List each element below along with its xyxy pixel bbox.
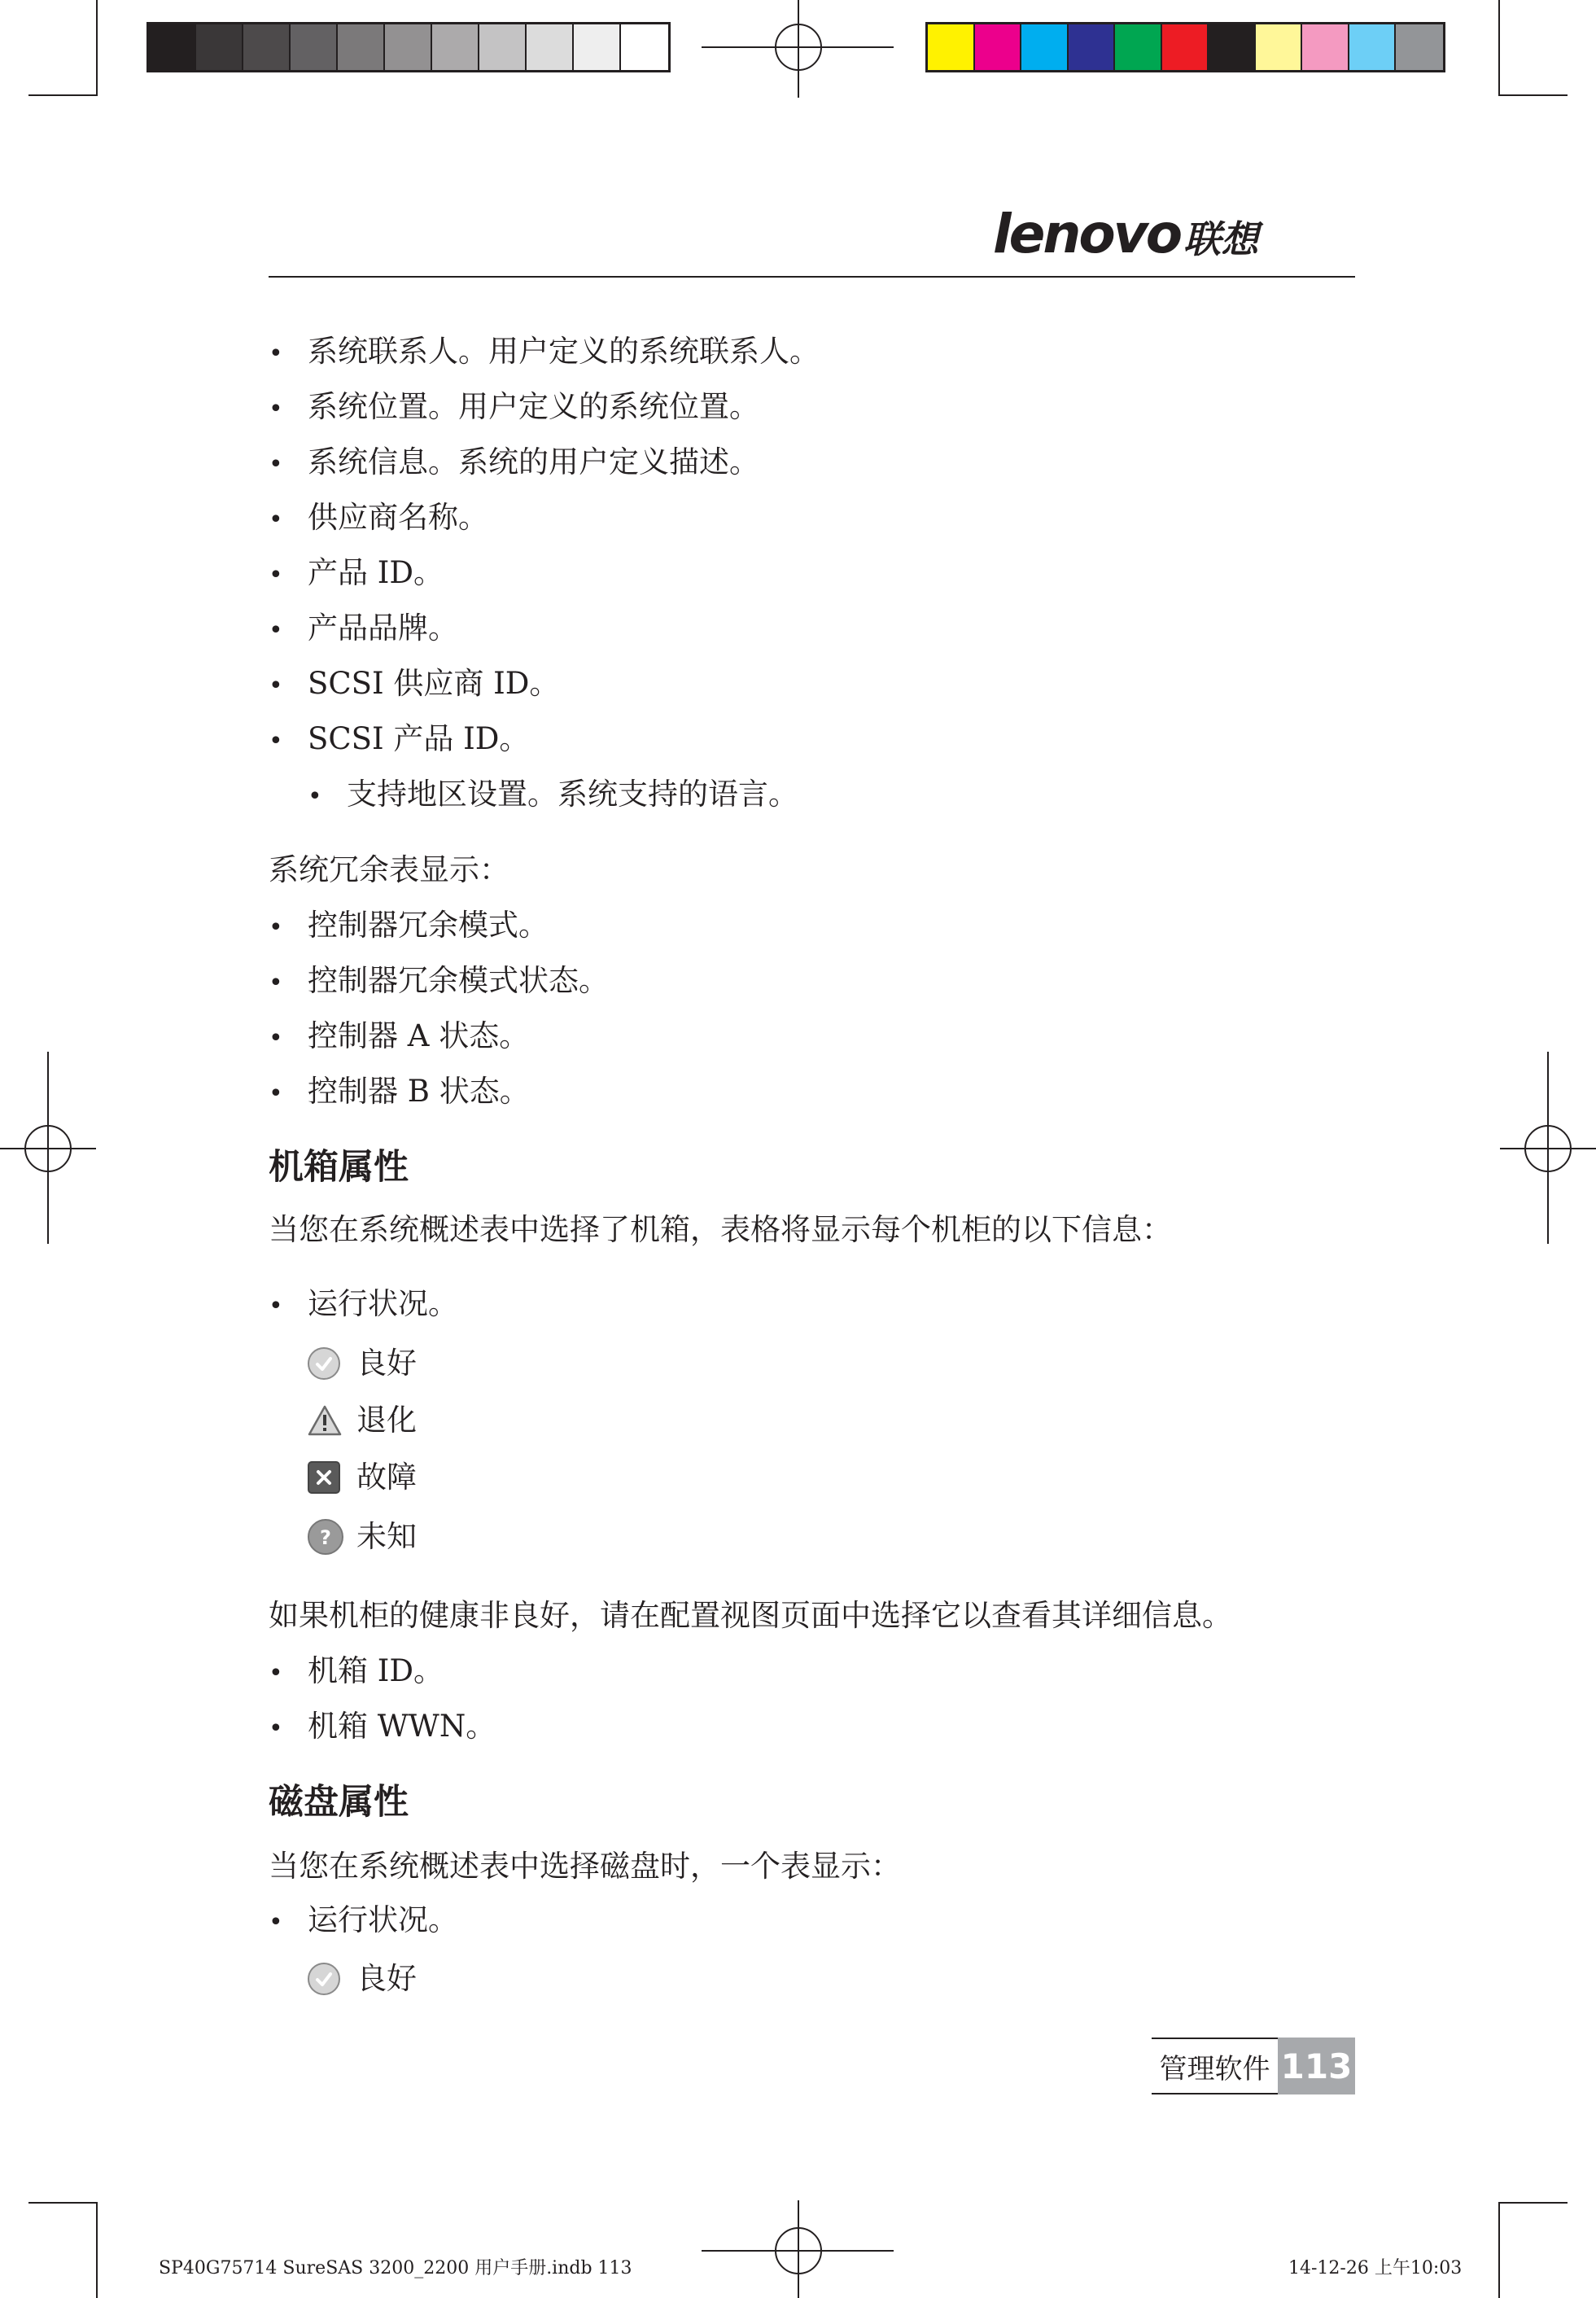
list-item: 系统信息。系统的用户定义描述。 — [308, 444, 759, 479]
status-label: 良好 — [356, 1961, 417, 1996]
color-swatch — [149, 24, 196, 70]
list-item: 控制器 A 状态。 — [308, 1018, 530, 1053]
color-swatch — [1209, 24, 1256, 70]
list-item: 运行状况。 — [308, 1286, 458, 1321]
list-item: 产品品牌。 — [308, 611, 458, 646]
color-swatch — [1115, 24, 1162, 70]
list-item: 机箱 WWN。 — [308, 1709, 496, 1744]
file-slug: SP40G75714 SureSAS 3200_2200 用户手册.indb 113 — [159, 2258, 632, 2278]
logo-wordmark: lenovo — [993, 203, 1181, 265]
color-swatch — [432, 24, 479, 70]
print-timestamp: 14-12-26 上午10:03 — [1288, 2258, 1463, 2278]
status-label: 退化 — [356, 1403, 417, 1438]
color-swatch — [1162, 24, 1209, 70]
color-swatch — [527, 24, 574, 70]
list-item: 机箱 ID。 — [308, 1653, 444, 1688]
color-swatch — [1349, 24, 1397, 70]
good-status-icon — [308, 1963, 340, 1995]
bullet: • — [269, 339, 283, 368]
section-intro: 当您在系统概述表中选择磁盘时，一个表显示： — [269, 1849, 901, 1884]
color-swatch — [1069, 24, 1116, 70]
list-item: 控制器冗余模式状态。 — [308, 963, 609, 998]
color-swatch — [385, 24, 432, 70]
unknown-status-icon — [308, 1519, 343, 1555]
bullet: • — [269, 727, 283, 755]
bullet: • — [269, 450, 283, 479]
list-item: 控制器冗余模式。 — [308, 908, 549, 943]
bullet: • — [269, 1024, 283, 1053]
color-swatch — [1256, 24, 1303, 70]
header-rule — [269, 276, 1355, 278]
svg-text:?: ? — [320, 1526, 331, 1549]
bullet: • — [269, 616, 283, 645]
list-item: 系统位置。用户定义的系统位置。 — [308, 389, 759, 424]
color-swatch — [243, 24, 291, 70]
bullet: • — [269, 1079, 283, 1108]
status-label: 故障 — [356, 1460, 417, 1495]
status-label: 良好 — [356, 1346, 417, 1381]
color-swatch — [196, 24, 243, 70]
good-status-icon — [308, 1347, 340, 1380]
list-item: SCSI 产品 ID。 — [308, 721, 530, 756]
bullet: • — [269, 1908, 283, 1937]
degraded-status-icon — [308, 1404, 340, 1437]
bullet: • — [269, 1714, 283, 1743]
list-item: 运行状况。 — [308, 1902, 458, 1937]
bullet: • — [269, 672, 283, 700]
color-bar — [925, 22, 1445, 72]
list-item: SCSI 供应商 ID。 — [308, 666, 560, 701]
fault-status-icon — [308, 1461, 340, 1494]
list-item: 系统联系人。用户定义的系统联系人。 — [308, 334, 820, 369]
list-item: 控制器 B 状态。 — [308, 1074, 530, 1109]
section-heading: 磁盘属性 — [269, 1782, 409, 1823]
color-swatch — [574, 24, 621, 70]
bullet: • — [269, 395, 283, 423]
color-swatch — [1396, 24, 1443, 70]
color-swatch — [975, 24, 1022, 70]
status-label: 未知 — [356, 1519, 417, 1554]
color-swatch — [621, 24, 668, 70]
logo-chinese: 联想 — [1183, 217, 1259, 261]
lenovo-logo — [993, 203, 1259, 265]
bullet: • — [269, 561, 283, 589]
section-label: 管理软件 — [1152, 2038, 1278, 2094]
gray-scale-bar — [146, 22, 671, 72]
bullet: • — [269, 969, 283, 997]
color-swatch — [1021, 24, 1069, 70]
section-heading: 机箱属性 — [269, 1147, 409, 1188]
bullet: • — [269, 1659, 283, 1687]
list-item: 产品 ID。 — [308, 555, 444, 590]
section-intro: 当您在系统概述表中选择了机箱，表格将显示每个机柜的以下信息： — [269, 1212, 1172, 1247]
page-number: 113 — [1278, 2038, 1355, 2094]
bullet: • — [269, 1292, 283, 1320]
color-swatch — [928, 24, 975, 70]
bullet: • — [269, 913, 283, 942]
color-swatch — [1302, 24, 1349, 70]
list-item: 供应商名称。 — [308, 500, 488, 535]
list-sub-item: 支持地区设置。系统支持的语言。 — [347, 777, 798, 812]
color-swatch — [338, 24, 385, 70]
bullet: • — [269, 506, 283, 534]
color-swatch — [479, 24, 527, 70]
redundancy-intro: 系统冗余表显示： — [269, 852, 509, 887]
enclosure-note: 如果机柜的健康非良好，请在配置视图页面中选择它以查看其详细信息。 — [269, 1598, 1232, 1633]
bullet: • — [308, 782, 322, 811]
color-swatch — [291, 24, 338, 70]
